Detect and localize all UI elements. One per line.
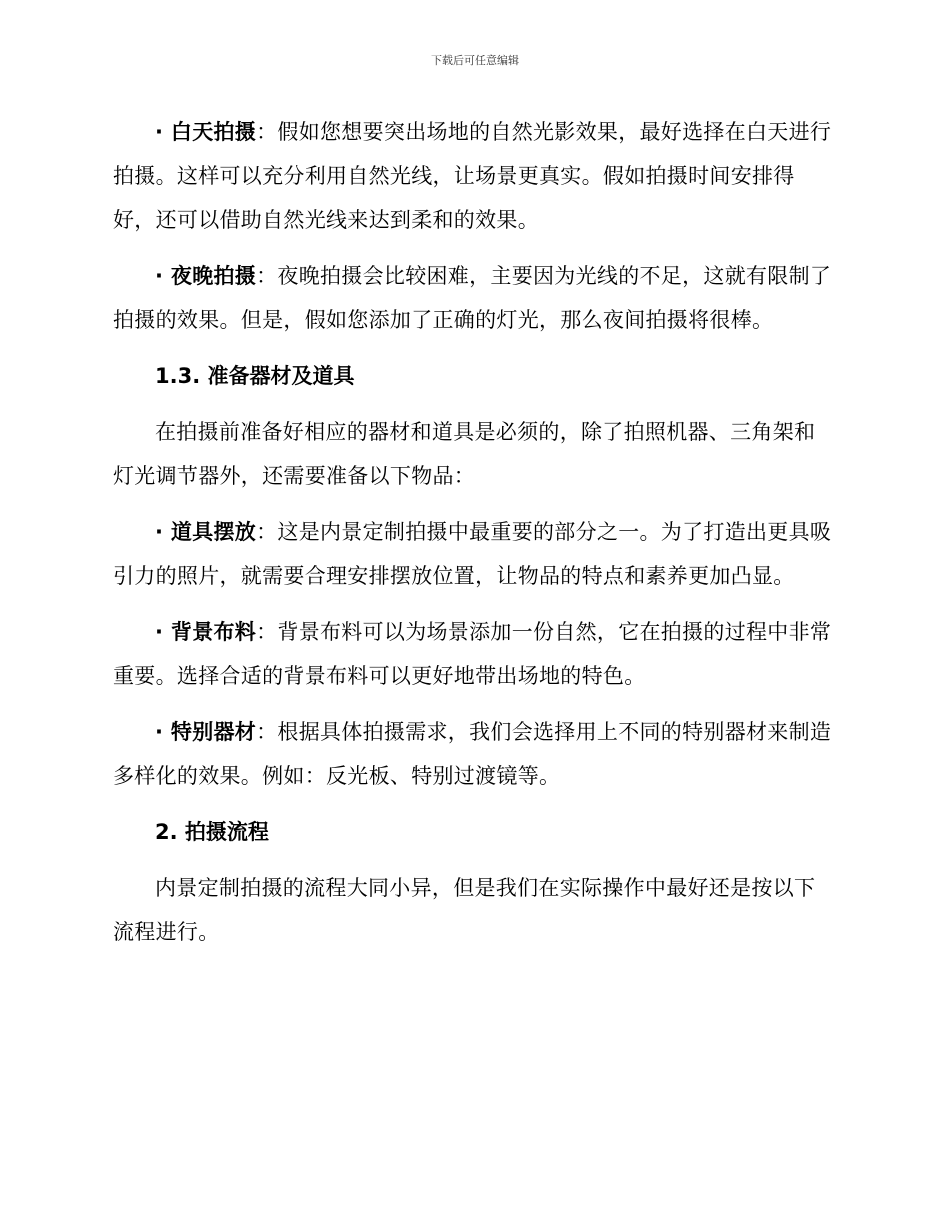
bullet-title: · 道具摆放 [155,520,257,544]
bullet-body: ：假如您想要突出场地的自然光影效果，最好选择在白天进行拍摄。这样可以充分利用自然光线，让场景更真实。假如拍摄时间安排得好，还可以借助自然光线来达到柔和的效果。 [113,120,832,232]
bullet-body: ：这是内景定制拍摄中最重要的部分之一。为了打造出更具吸引力的照片，就需要合理安排摆放位置，让物品的特点和素养更加凸显。 [113,520,832,588]
bullet-title: · 夜晚拍摄 [155,264,257,288]
bullet-night-shooting [113,254,833,342]
bullet-title: · 背景布料 [155,620,257,644]
document-body [113,110,833,954]
bullet-body: ：根据具体拍摄需求，我们会选择用上不同的特别器材来制造多样化的效果。例如：反光板、特别过渡镜等。 [113,720,832,788]
bullet-body: ：夜晚拍摄会比较困难，主要因为光线的不足，这就有限制了拍摄的效果。但是，假如您添加了正确的灯光，那么夜间拍摄将很棒。 [113,264,832,332]
paragraph-process-intro: 内景定制拍摄的流程大同小异，但是我们在实际操作中最好还是按以下流程进行。 [113,876,816,944]
section-heading-equipment: 1.3. 准备器材及道具 [155,364,355,388]
section-heading-shooting-process: 2. 拍摄流程 [155,820,269,844]
page-header: 下载后可任意编辑 [431,54,519,67]
paragraph-equipment-intro: 在拍摄前准备好相应的器材和道具是必须的，除了拍照机器、三角架和灯光调节器外，还需要准备以下物品： [113,420,816,488]
bullet-daytime-shooting [113,110,833,242]
bullet-background-fabric [113,610,833,698]
bullet-body: ：背景布料可以为场景添加一份自然，它在拍摄的过程中非常重要。选择合适的背景布料可以更好地带出场地的特色。 [113,620,832,688]
bullet-title: · 特别器材 [155,720,257,744]
bullet-props-placement [113,510,833,598]
bullet-title: · 白天拍摄 [155,120,257,144]
bullet-special-equipment [113,710,833,798]
